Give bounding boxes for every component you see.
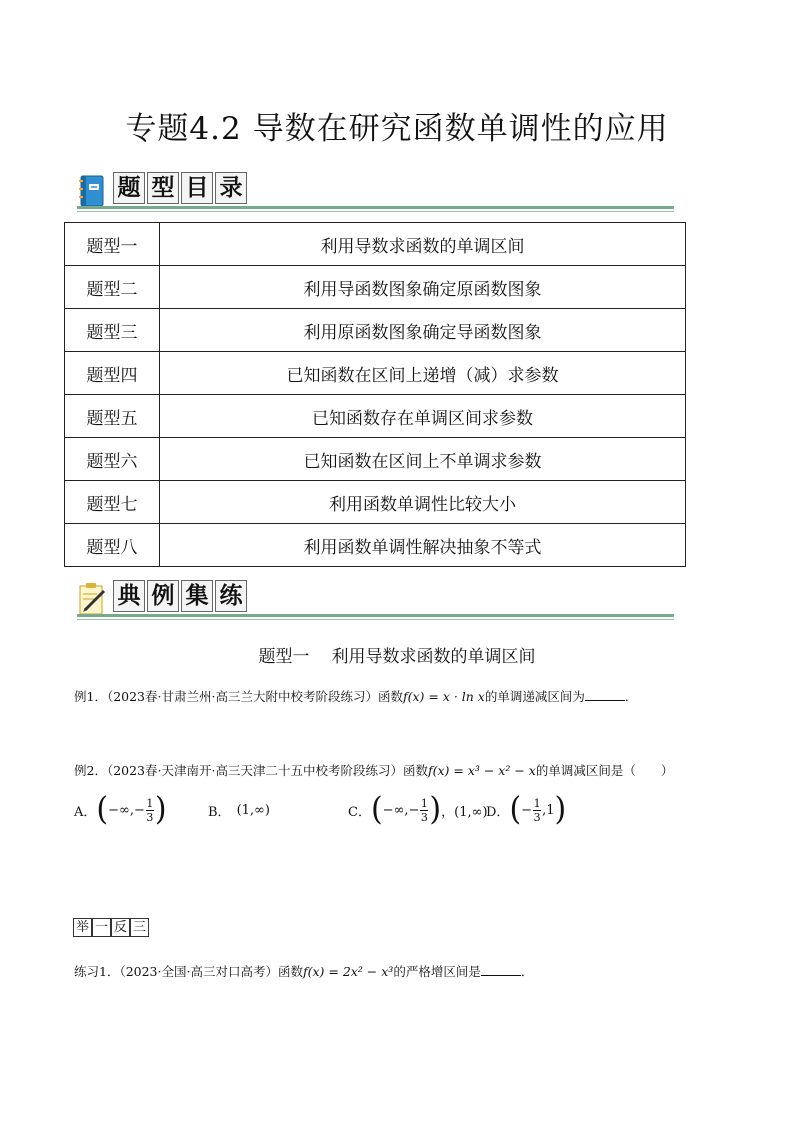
interval-left: − xyxy=(521,802,533,818)
option-c[interactable]: C． ( −∞,− $\frac{1}{3}$ ) ，(1,∞) xyxy=(348,791,488,828)
example-suffix: 的单调递减区间为 xyxy=(484,689,585,704)
table-row xyxy=(65,266,686,309)
example-1 xyxy=(74,687,637,705)
practice-badge: 举 一 反 三 xyxy=(73,918,149,937)
pencil-note-icon xyxy=(77,582,107,616)
section-char: 录 xyxy=(215,172,247,204)
toc-key: 题型五 xyxy=(65,395,160,438)
table-row xyxy=(65,223,686,266)
toc-section-title xyxy=(113,172,249,204)
interval-extra: ，(1,∞) xyxy=(441,804,488,820)
table-row xyxy=(65,481,686,524)
toc-value: 已知函数在区间上递增（减）求参数 xyxy=(160,352,686,395)
toc-value: 利用函数单调性比较大小 xyxy=(160,481,686,524)
function-expression: f(x) = x³ − x² − x xyxy=(427,763,536,778)
examples-section-header xyxy=(77,580,677,620)
practice-suffix: 的严格增区间是 xyxy=(393,964,481,979)
section-char: 练 xyxy=(215,580,247,612)
section-rule xyxy=(77,206,674,209)
toc-key: 题型四 xyxy=(65,352,160,395)
practice-prefix: 练习1．（2023·全国·高三对口高考）函数 xyxy=(74,964,303,979)
table-row xyxy=(65,309,686,352)
toc-key: 题型一 xyxy=(65,223,160,266)
section-char: 集 xyxy=(181,580,213,612)
toc-section-header xyxy=(77,172,677,212)
examples-section-title xyxy=(113,580,249,612)
notebook-icon xyxy=(77,174,107,208)
answer-blank[interactable] xyxy=(481,963,521,976)
option-d[interactable]: D． ( − $\frac{1}{3}$ ,1 ) xyxy=(486,791,567,828)
function-expression: f(x) = x · ln x xyxy=(402,689,485,704)
fraction: $\frac{1}{3}$ xyxy=(533,796,541,824)
choice-options xyxy=(74,790,714,830)
answer-blank[interactable] xyxy=(585,688,625,701)
practice-end: ． xyxy=(520,964,534,979)
option-label: B． xyxy=(208,804,231,820)
practice-1 xyxy=(74,962,533,980)
interval-left: −∞,− xyxy=(382,802,420,818)
toc-key: 题型七 xyxy=(65,481,160,524)
toc-value: 利用原函数图象确定导函数图象 xyxy=(160,309,686,352)
interval-text: (1,∞) xyxy=(236,802,270,818)
section-rule xyxy=(77,211,674,212)
section-rule xyxy=(77,614,674,617)
function-expression: f(x) = 2x² − x³ xyxy=(302,964,394,979)
section-char: 例 xyxy=(147,580,179,612)
toc-value: 已知函数存在单调区间求参数 xyxy=(160,395,686,438)
option-a[interactable]: A． ( −∞,− $\frac{1}{3}$ ) xyxy=(74,791,167,828)
toc-value: 利用导数求函数的单调区间 xyxy=(160,223,686,266)
example-end: ． xyxy=(624,689,638,704)
option-b[interactable] xyxy=(208,790,270,830)
fraction: $\frac{1}{3}$ xyxy=(420,796,428,824)
section-rule xyxy=(77,619,674,620)
toc-key: 题型八 xyxy=(65,524,160,567)
interval-left: −∞,− xyxy=(108,802,145,818)
section-char: 目 xyxy=(181,172,213,204)
option-label: A． xyxy=(74,804,97,820)
toc-key: 题型二 xyxy=(65,266,160,309)
toc-value: 利用函数单调性解决抽象不等式 xyxy=(160,524,686,567)
fraction: $\frac{1}{3}$ xyxy=(146,796,154,824)
table-row xyxy=(65,395,686,438)
page-title: 专题4.2 导数在研究函数单调性的应用 xyxy=(125,111,669,147)
toc-key: 题型三 xyxy=(65,309,160,352)
table-row xyxy=(65,438,686,481)
example-prefix: 例2．（2023春·天津南开·高三天津二十五中校考阶段练习）函数 xyxy=(74,763,428,778)
example-prefix: 例1．（2023春·甘肃兰州·高三兰大附中校考阶段练习）函数 xyxy=(74,689,403,704)
topic-value: 利用导数求函数的单调区间 xyxy=(331,647,536,667)
topic-subheading xyxy=(0,642,794,667)
table-row xyxy=(65,352,686,395)
option-label: D． xyxy=(486,804,510,820)
toc-table xyxy=(64,222,686,567)
option-label: C． xyxy=(348,804,371,820)
example-2 xyxy=(74,761,673,779)
toc-value: 利用导函数图象确定原函数图象 xyxy=(160,266,686,309)
interval-right: ,1 xyxy=(542,802,555,818)
topic-key: 题型一 xyxy=(258,647,310,667)
section-char: 典 xyxy=(113,580,145,612)
section-char: 型 xyxy=(147,172,179,204)
example-suffix: 的单调减区间是（ ） xyxy=(535,763,674,778)
table-row xyxy=(65,524,686,567)
toc-key: 题型六 xyxy=(65,438,160,481)
section-char: 题 xyxy=(113,172,145,204)
toc-value: 已知函数在区间上不单调求参数 xyxy=(160,438,686,481)
